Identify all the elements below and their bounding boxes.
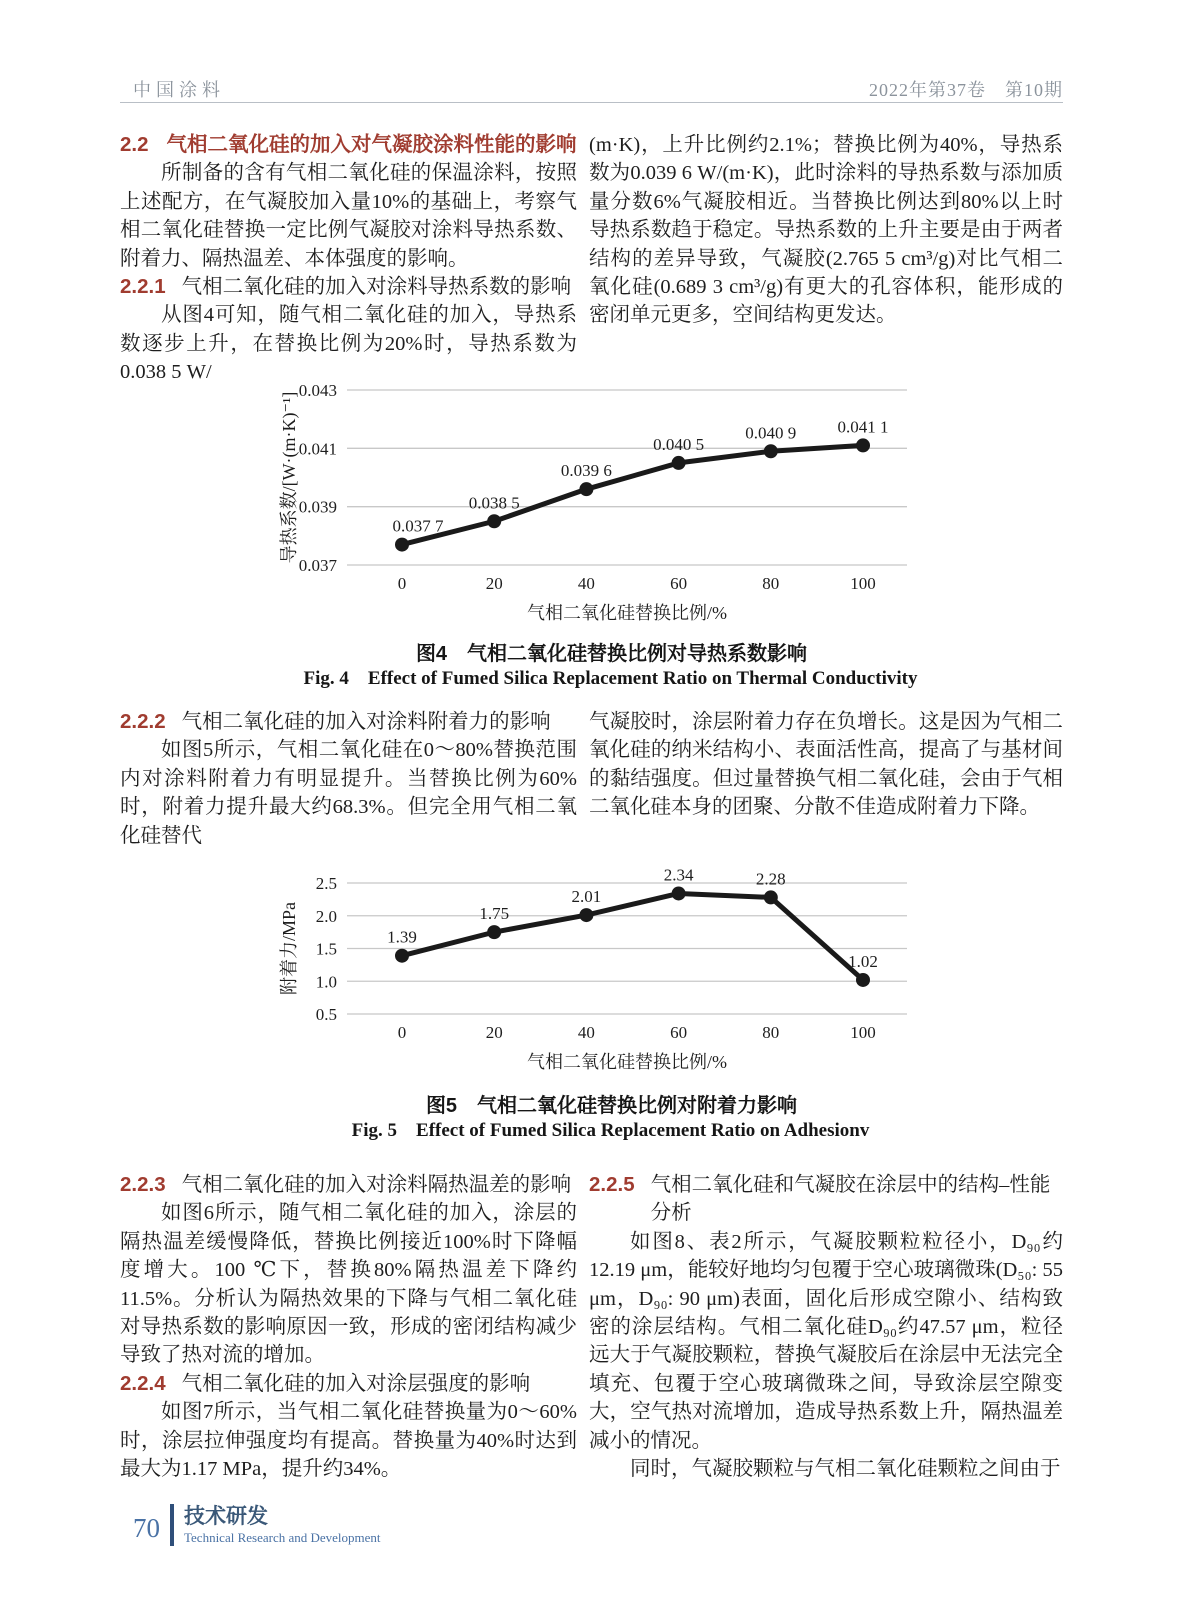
data-point-label: 0.039 6 <box>560 461 612 481</box>
figure4-caption-en: Fig. 4 Effect of Fumed Silica Replacement Ratio on Thermal Conductivity <box>303 668 918 689</box>
figure5-caption-en: Fig. 5 Effect of Fumed Silica Replacement Ratio on Adhesionv <box>351 1120 870 1141</box>
figure5-line-chart <box>236 863 946 1078</box>
section-title: 气相二氧化硅的加入对涂料导热系数的影响 <box>181 276 572 299</box>
x-axis-title: 气相二氧化硅替换比例/% <box>527 603 727 623</box>
y-tick-label: 0.037 <box>298 556 337 575</box>
y-tick-label: 0.039 <box>298 497 337 517</box>
y-tick-label: 1.5 <box>315 939 337 959</box>
page-number: 70 <box>133 1512 160 1543</box>
x-tick-label: 0 <box>397 1023 407 1042</box>
section-title: 气相二氧化硅的加入对涂料附着力的影响 <box>181 711 551 733</box>
y-tick-label: 1.0 <box>315 972 337 992</box>
data-point-label: 0.038 5 <box>468 493 520 513</box>
data-point <box>579 908 593 922</box>
data-point-label: 0.041 1 <box>837 417 889 437</box>
x-tick-label: 20 <box>485 574 503 593</box>
page-footer <box>133 1504 381 1546</box>
data-point-label: 0.040 9 <box>745 423 797 443</box>
x-tick-label: 60 <box>670 574 688 593</box>
paragraph: 气凝胶时，涂层附着力存在负增长。这是因为气相二氧化硅的纳米结构小、表面活性高，提高了与基材间的黏结强度。但过量替换气相二氧化硅，会由于气相二氧化硅本身的团聚、分散不佳造成附着力下降。 <box>589 711 1063 819</box>
paragraph: 如图6所示，随气相二氧化硅的加入，涂层的隔热温差缓慢降低，替换比例接近100%时下降幅度增大。100 ℃下，替换80%隔热温差下降约11.5%。分析认为隔热效果的下降与气相二氧化硅对导热系数的影响原因一致，形成的密闭结构减少导致了热对流的增加。 <box>120 1202 577 1367</box>
section-number: 2.2.2 <box>120 710 166 733</box>
y-tick-label: 0.5 <box>315 1005 337 1024</box>
data-point <box>856 438 870 452</box>
journal-name: 中国涂料 <box>133 80 225 100</box>
section-title: 气相二氧化硅的加入对涂料隔热温差的影响 <box>181 1174 572 1196</box>
footer-section-en: Technical Research and Development <box>184 1529 381 1545</box>
left-column-top <box>120 131 577 387</box>
data-point-label: 1.02 <box>848 951 878 971</box>
data-point <box>672 456 686 470</box>
paragraph: 如图7所示，当气相二氧化硅替换量为0～60%时，涂层拉伸强度均有提高。替换量为40%时达到最大为1.17 MPa，提升约34%。 <box>120 1401 577 1481</box>
section-heading-2-2-4 <box>120 1370 577 1398</box>
data-point-label: 1.75 <box>479 904 510 924</box>
x-tick-label: 20 <box>485 1023 503 1042</box>
section-number: 2.2 <box>120 133 149 156</box>
data-point <box>395 538 409 552</box>
data-point <box>764 444 778 458</box>
x-tick-label: 100 <box>850 1023 876 1042</box>
figure4-line-chart <box>236 370 946 625</box>
x-tick-label: 60 <box>670 1023 688 1042</box>
footer-section-cn: 技术研发 <box>184 1504 268 1528</box>
y-tick-label: 2.0 <box>315 906 337 926</box>
paragraph: 如图8、表2所示，气凝胶颗粒粒径小，D₉₀约12.19 μm，能较好地均匀包覆于空心玻璃微珠(D₅₀: 55 μm，D₉₀: 90 μm)表面，固化后形成空隙小、结构致密的涂层结构。气相二氧化硅D₉₀约47.57 μm，粒径远大于气凝胶颗粒，替换气凝胶后在涂层中无法完全填充、包覆于空心玻璃微珠之间，导致涂层空隙变大，空气热对流增加，造成导热系数上升，隔热温差减小的情况。 <box>589 1230 1063 1452</box>
header-rule <box>120 102 1063 103</box>
section-number: 2.2.1 <box>120 275 166 299</box>
section-number: 2.2.3 <box>120 1173 166 1196</box>
figure5-caption-cn: 图5 气相二氧化硅替换比例对附着力影响 <box>425 1095 798 1117</box>
data-point <box>487 925 501 939</box>
left-column-bottom <box>120 1171 577 1483</box>
right-column-bottom <box>589 1171 1063 1483</box>
data-point <box>672 886 686 900</box>
x-tick-label: 80 <box>762 574 780 593</box>
footer-divider-bar <box>170 1504 174 1546</box>
left-column-mid <box>120 708 577 850</box>
data-point-label: 2.28 <box>755 869 786 889</box>
x-tick-label: 100 <box>850 574 876 593</box>
data-point <box>856 973 870 987</box>
paragraph: 所制备的含有气相二氧化硅的保温涂料，按照上述配方，在气凝胶加入量10%的基础上，考察气相二氧化硅替换一定比例气凝胶对涂料导热系数、附着力、隔热温差、本体强度的影响。 <box>120 162 577 270</box>
paragraph: (m·K)，上升比例约2.1%；替换比例为40%，导热系数为0.039 6 W/(m·K)，此时涂料的导热系数与添加质量分数6%气凝胶相近。当替换比例达到80%以上时导热系数趋于稳定。导热系数的上升主要是由于两者结构的差异导致，气凝胶(2.765 5 cm³/g)对比气相二氧化硅(0.689 3 cm³/g)有更大的孔容体积，能形成的密闭单元更多，空间结构更发达。 <box>589 134 1063 327</box>
section-heading-2-2-3 <box>120 1171 577 1199</box>
section-number: 2.2.5 <box>589 1173 635 1196</box>
data-point <box>395 949 409 963</box>
x-axis-title: 气相二氧化硅替换比例/% <box>527 1052 727 1072</box>
data-point-label: 2.01 <box>571 887 602 907</box>
data-point-label: 1.39 <box>387 927 417 947</box>
x-tick-label: 40 <box>577 574 595 593</box>
issue-info: 2022年第37卷 第10期 <box>869 80 1063 100</box>
y-axis-title: 附着力/MPa <box>279 901 299 996</box>
data-point-label: 0.040 5 <box>653 434 705 454</box>
section-heading-2-2 <box>120 131 577 159</box>
section-number: 2.2.4 <box>120 1371 166 1395</box>
section-title: 气相二氧化硅的加入对气凝胶涂料性能的影响 <box>166 133 577 156</box>
paragraph: 从图4可知，随气相二氧化硅的加入，导热系数逐步上升，在替换比例为20%时，导热系数为0.038 5 W/ <box>120 304 577 384</box>
x-tick-label: 0 <box>397 574 407 593</box>
right-column-mid <box>589 708 1063 822</box>
x-tick-label: 40 <box>577 1023 595 1042</box>
y-axis-title: 导热系数/[W·(m·K)⁻¹] <box>279 391 299 564</box>
data-point-label: 0.037 7 <box>392 516 444 536</box>
x-tick-label: 80 <box>762 1023 780 1042</box>
data-point-label: 2.34 <box>663 865 694 885</box>
data-point <box>579 482 593 496</box>
data-point <box>764 890 778 904</box>
y-tick-label: 0.041 <box>298 439 337 459</box>
section-heading-2-2-1 <box>120 273 577 301</box>
right-column-top <box>589 131 1063 330</box>
section-title: 气相二氧化硅和气凝胶在涂层中的结构–性能分析 <box>650 1174 1051 1225</box>
y-tick-label: 0.043 <box>298 381 337 400</box>
paragraph: 如图5所示，气相二氧化硅在0～80%替换范围内对涂料附着力有明显提升。当替换比例为60%时，附着力提升最大约68.3%。但完全用气相二氧化硅替代 <box>120 739 577 847</box>
footer-section <box>184 1505 381 1546</box>
paragraph: 同时，气凝胶颗粒与气相二氧化硅颗粒之间由于 <box>630 1458 1061 1481</box>
section-title: 气相二氧化硅的加入对涂层强度的影响 <box>181 1372 531 1395</box>
data-point <box>487 514 501 528</box>
section-heading-2-2-2 <box>120 708 577 736</box>
section-heading-2-2-5 <box>589 1171 1063 1228</box>
data-line <box>402 893 863 979</box>
figure4-caption-cn: 图4 气相二氧化硅替换比例对导热系数影响 <box>415 643 808 665</box>
y-tick-label: 2.5 <box>315 874 337 893</box>
